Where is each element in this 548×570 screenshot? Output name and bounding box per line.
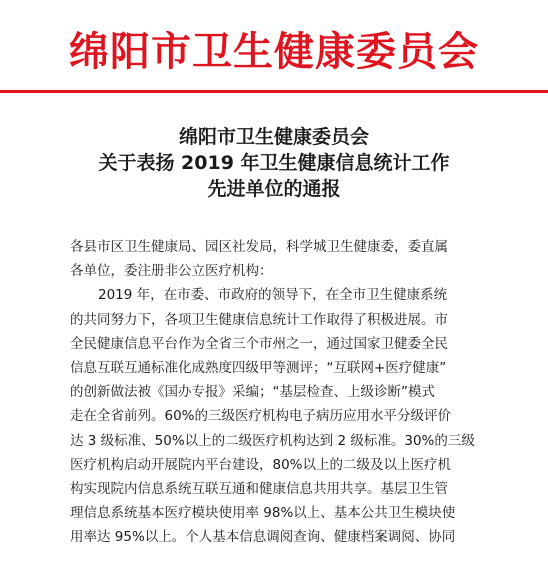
letterhead-title: 绵阳市卫生健康委员会 (69, 28, 479, 75)
paragraph-line: 走在全省前列。60%的三级医疗机构电子病历应用水平分级评价 (70, 408, 452, 425)
salutation-line: 各单位，委注册非公立医疗机构： (70, 263, 273, 280)
paragraph-line: 全民健康信息平台作为全省三个市州之一，通过国家卫健委全民 (70, 335, 448, 352)
letterhead-divider (0, 90, 548, 93)
paragraph-line: 信息互联互通标准化成熟度四级甲等测评；“互联网+医疗健康” (70, 359, 447, 376)
paragraph-line: 2019 年，在市委、市政府的领导下，在全市卫生健康系统 (98, 287, 448, 304)
paragraph-line: 用率达 95%以上。个人基本信息调阅查询、健康档案调阅、协同 (70, 529, 456, 546)
salutation-line: 各县市区卫生健康局、园区社发局，科学城卫生健康委，委直属 (70, 239, 448, 255)
title-line-3: 先进单位的通报 (207, 178, 341, 200)
paragraph-line: 理信息系统基本医疗模块使用率 98%以上、基本公共卫生模块使 (70, 505, 456, 522)
paragraph-line: 的创新做法被《国办专报》采编；“基层检查、上级诊断”模式 (70, 384, 435, 401)
paragraph-line: 构实现院内信息系统互联互通和健康信息共用共享。基层卫生管 (70, 480, 448, 497)
paragraph-line: 医疗机构启动开展院内平台建设，80%以上的二级及以上医疗机 (70, 456, 452, 473)
notice-body (70, 235, 482, 549)
title-line-2: 关于表扬 2019 年卫生健康信息统计工作 (98, 152, 450, 174)
title-line-1: 绵阳市卫生健康委员会 (178, 126, 369, 148)
paragraph-line: 的共同努力下，各项卫生健康信息统计工作取得了积极进展。市 (70, 311, 448, 328)
notice-title (0, 124, 548, 202)
paragraph-line: 达 3 级标准、50%以上的二级医疗机构达到 2 级标准。30%的三级 (70, 432, 475, 449)
